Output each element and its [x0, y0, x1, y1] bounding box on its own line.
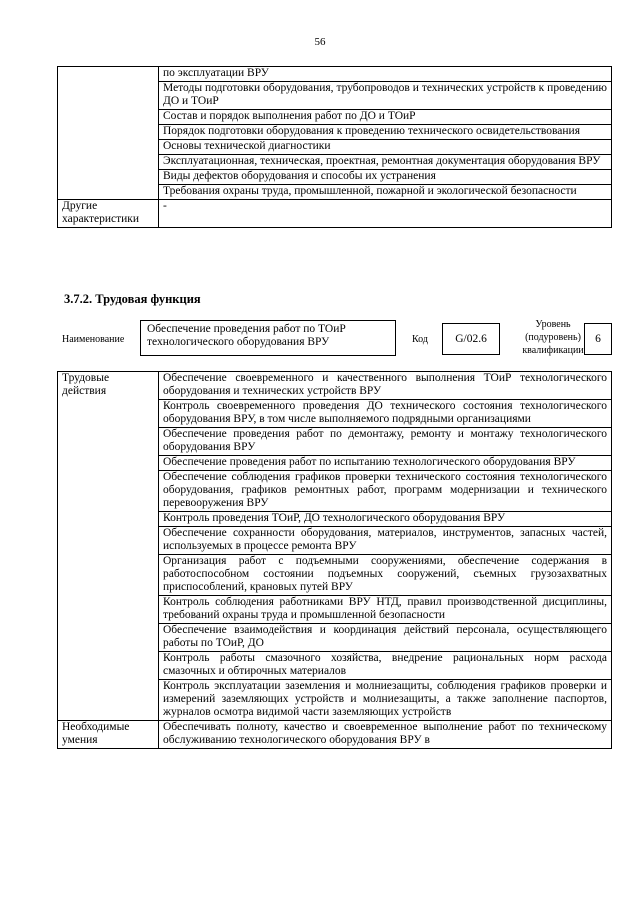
- table-row: [58, 721, 612, 749]
- table-row: [58, 200, 612, 228]
- table-cell: Обеспечение проведения работ по демонтажу, ремонту и монтажу технологического оборудования ВРУ: [159, 428, 612, 456]
- level-label-line: Уровень: [535, 319, 571, 330]
- table-cell: Контроль эксплуатации заземления и молниезащиты, соблюдения графиков проверки и измерений заземляющих устройств и молниезащиты, а также заполнение паспортов, журналов осмотра видимой части заземляющих устройств: [159, 680, 612, 721]
- level-label: [514, 318, 592, 357]
- table-cell: Контроль работы смазочного хозяйства, внедрение рациональных норм расхода смазочных и обтирочных материалов: [159, 652, 612, 680]
- table-cell: Обеспечение своевременного и качественного выполнения ТОиР технологического оборудования и технических устройств ВРУ: [159, 372, 612, 400]
- other-characteristics-label: Другие характеристики: [58, 200, 159, 228]
- level-label-line: квалификации: [522, 345, 584, 356]
- table-cell: Состав и порядок выполнения работ по ДО и ТОиР: [159, 110, 612, 125]
- table-cell: Эксплуатационная, техническая, проектная, ремонтная документация оборудования ВРУ: [159, 155, 612, 170]
- table-cell: Требования охраны труда, промышленной, пожарной и экологической безопасности: [159, 185, 612, 200]
- table-row: [58, 67, 612, 82]
- table-cell: по эксплуатации ВРУ: [159, 67, 612, 82]
- table-cell: Обеспечение соблюдения графиков проверки технического состояния технологического оборудования, графиков ремонтных работ, программ модернизации и технического перевооружения ВРУ: [159, 471, 612, 512]
- table-cell: Порядок подготовки оборудования к проведению технического освидетельствования: [159, 125, 612, 140]
- level-label-line: (подуровень): [525, 332, 581, 343]
- page-number: 56: [314, 36, 326, 48]
- required-skills-label: Необходимые умения: [58, 721, 159, 749]
- table-cell: Организация работ с подъемными сооружениями, обеспечение содержания в работоспособном состоянии подъемных сооружений, съемных грузозахватных приспособлений, крановых путей ВРУ: [159, 555, 612, 596]
- main-table: [57, 371, 612, 749]
- table-cell: Обеспечивать полноту, качество и своевременное выполнение работ по техническому обслуживанию технологического оборудования ВРУ в: [159, 721, 612, 749]
- code-label: Код: [412, 334, 428, 345]
- name-label: Наименование: [62, 334, 125, 345]
- table-cell: Основы технической диагностики: [159, 140, 612, 155]
- table-cell: Контроль проведения ТОиР, ДО технологического оборудования ВРУ: [159, 512, 612, 527]
- table-row: [58, 372, 612, 400]
- table-cell: Виды дефектов оборудования и способы их устранения: [159, 170, 612, 185]
- top-table: [57, 66, 612, 228]
- table-cell: Обеспечение взаимодействия и координация действий персонала, осуществляющего работы по ТОиР, ДО: [159, 624, 612, 652]
- function-name-box: Обеспечение проведения работ по ТОиР технологического оборудования ВРУ: [140, 320, 396, 356]
- table-cell: -: [159, 200, 612, 228]
- table-cell: Обеспечение сохранности оборудования, материалов, инструментов, запасных частей, используемых в процессе ремонта ВРУ: [159, 527, 612, 555]
- table-cell: Контроль своевременного проведения ДО технического состояния технологического оборудования ВРУ, в том числе выполняемого подрядными организациями: [159, 400, 612, 428]
- table-cell: Обеспечение проведения работ по испытанию технологического оборудования ВРУ: [159, 456, 612, 471]
- table-cell: [58, 67, 159, 200]
- table-cell: Контроль соблюдения работниками ВРУ НТД, правил производственной дисциплины, требований охраны труда и промышленной безопасности: [159, 596, 612, 624]
- level-value-box: 6: [584, 323, 612, 355]
- table-cell: Методы подготовки оборудования, трубопроводов и технических устройств к проведению ДО и ТОиР: [159, 82, 612, 110]
- section-heading: 3.7.2. Трудовая функция: [64, 292, 201, 306]
- code-value-box: G/02.6: [442, 323, 500, 355]
- labor-actions-label: Трудовые действия: [58, 372, 159, 721]
